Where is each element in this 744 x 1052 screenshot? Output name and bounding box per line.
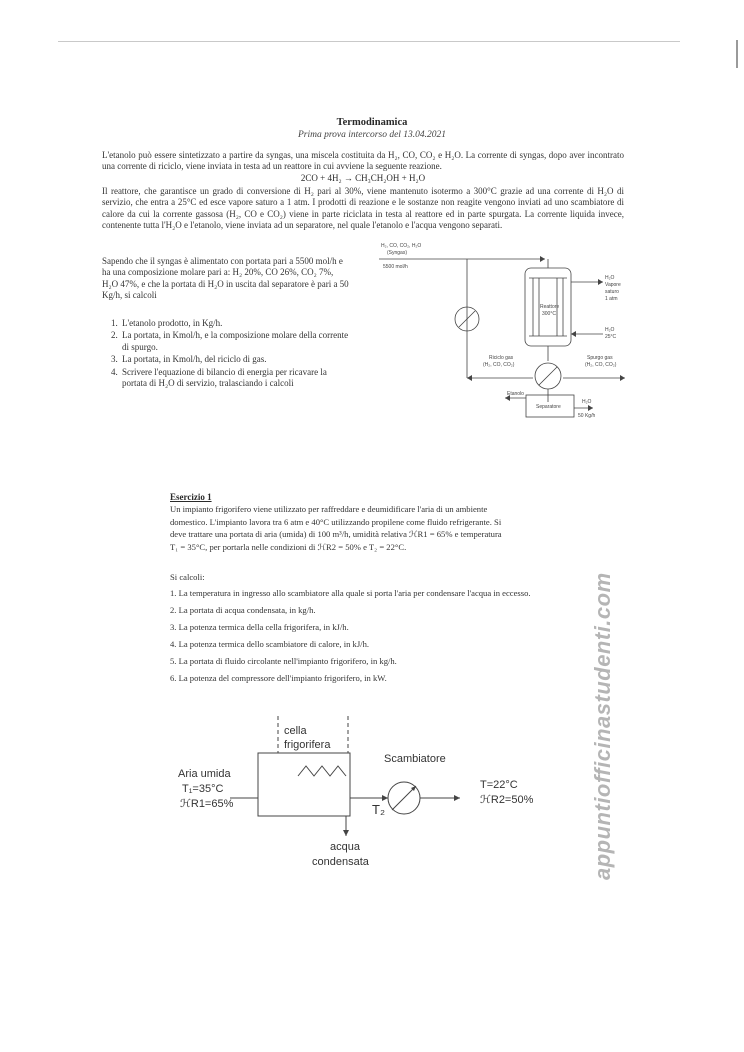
steam-label: 1 atm (605, 296, 618, 302)
cell-label: cella (284, 725, 307, 737)
t2-label: T₂ (372, 802, 385, 817)
water-label: condensata (312, 856, 369, 868)
exercise-questions (170, 588, 540, 690)
refrigeration-diagram (160, 710, 550, 875)
exercise-text-line: T₁ = 35°C, per portarla nelle condizioni di ℋR2 = 50% e T₂ = 22°C. (170, 541, 407, 552)
water-label: acqua (330, 841, 360, 853)
reactor-label: 300°C (542, 311, 556, 317)
problem-intro: L'etanolo può essere sintetizzato a partire da syngas, una miscela costituita da H₂, CO, CO₂ e H₂O. La corrente di syngas, dopo aver incontrato una corrente di riciclo, viene inviata in testa ad un reattore in cui avviene la seguente reazione. (102, 150, 624, 172)
arrow-icon (620, 375, 625, 381)
page-title: Termodinamica (336, 117, 408, 128)
coil (298, 766, 346, 776)
feed-name-label: (Syngas) (387, 250, 408, 256)
problem-body: Il reattore, che garantisce un grado di conversione di H₂ pari al 30%, viene mantenuto isotermo a 300°C grazie ad una corrente di H₂O di servizio, che entra a 25°C ed esce vapore saturo a 1 atm. I prodotti di reazione e le sostanze non reagite vengono inviati ad uno scambiatore di calore da cui la corrente gassosa (H₂, CO e CO₂) viene in parte riciclata in testa al reattore ed in parte spurgata. La corrente liquida invece, contenente tutta l'H₂O e l'etanolo, viene inviata ad un separatore, nel quale l'etanolo e l'acqua vengono separati. (102, 186, 624, 231)
arrow-icon (598, 279, 603, 285)
question-item: 4. Scrivere l'equazione di bilancio di energia per ricavare la portata di H₂O di servizio, tralasciando i calcoli (120, 367, 352, 390)
process-diagram (365, 238, 630, 430)
water-out-label: H₂O (582, 399, 592, 405)
water-out-label: 50 Kg/h (578, 413, 596, 419)
inlet-label: T₁=35°C (182, 783, 224, 795)
cold-cell-box (258, 753, 350, 816)
edge-mark (736, 40, 738, 68)
recycle-label: (H₂, CO, CO₂) (483, 362, 515, 368)
exercise-text (170, 503, 570, 553)
steam-label: H₂O (605, 275, 615, 281)
outlet-label: T=22°C (480, 779, 518, 791)
exercise-title: Esercizio 1 (170, 492, 212, 502)
exercise-question: 4. La potenza termica dello scambiatore di calore, in kJ/h. (170, 639, 370, 649)
exercise-question: 2. La portata di acqua condensata, in kg/h. (170, 605, 316, 615)
calc-intro: Si calcoli: (170, 572, 205, 582)
page-subtitle: Prima prova intercorso del 13.04.2021 (297, 130, 447, 140)
arrow-icon (588, 405, 593, 411)
arrow-icon (343, 830, 349, 836)
exercise-question: 5. La portata di fluido circolante nell'impianto frigorifero, in kg/h. (170, 656, 397, 666)
problem-questions (102, 318, 352, 390)
exchanger-label: Scambiatore (384, 753, 446, 765)
arrow-icon (540, 256, 545, 262)
inlet-label: ℋR1=65% (180, 798, 234, 810)
outlet-label: ℋR2=50% (480, 794, 534, 806)
purge-label: (H₂, CO, CO₂) (585, 362, 617, 368)
water-in-label: H₂O (605, 327, 615, 333)
arrow-icon (382, 795, 388, 801)
reactor-label: Reattore (540, 304, 560, 310)
question-item: 1. L'etanolo prodotto, in Kg/h. (120, 318, 352, 329)
exercise-text-line: deve trattare una portata di aria (umida) di 100 m³/h, umidità relativa ℋR1 = 65% e temperatura (170, 529, 502, 540)
feed-label: H₂, CO, CO₂, H₂O (381, 243, 422, 249)
exercise-text-line: Un impianto frigorifero viene utilizzato per raffreddare e deumidificare l'aria di un ambiente (170, 504, 488, 514)
exercise-question: 3. La potenza termica della cella frigorifera, in kJ/h. (170, 622, 349, 632)
exercise-question: 1. La temperatura in ingresso allo scambiatore alla quale si porta l'aria per condensare l'acqua in eccesso. (170, 588, 531, 598)
ethanol-label: Etanolo (507, 391, 524, 397)
reaction-equation: 2CO + 4H₂ → CH₃CH₂OH + H₂O (300, 173, 426, 183)
problem-data: Sapendo che il syngas è alimentato con portata pari a 5500 mol/h e ha una composizione molare pari a: H₂ 20%, CO 26%, CO₂ 7%, H₂O 47%, e che la portata di H₂O in uscita dal separatore è pari a 50 Kg/h, si calcoli (102, 256, 349, 301)
arrow-icon (454, 795, 460, 801)
exercise-text-line: domestico. L'impianto lavora tra 6 atm e 40°C utilizzando propilene come fluido refrigerante. Si (170, 516, 502, 527)
feed-flow-label: 5500 mol/h (383, 264, 408, 270)
steam-label: saturo (605, 289, 619, 295)
purge-label: Spurgo gas (587, 355, 613, 361)
top-rule (58, 41, 680, 42)
arrow-icon (571, 331, 576, 337)
exercise-question: 6. La potenza del compressore dell'impianto frigorifero, in kW. (170, 673, 387, 683)
water-in-label: 25°C (605, 334, 617, 340)
separator-label: Separatore (536, 404, 561, 410)
question-item: 3. La portata, in Kmol/h, del riciclo di gas. (120, 354, 352, 365)
inlet-label: Aria umida (178, 768, 231, 780)
watermark: appuntiofficinastudenti.com (590, 572, 615, 880)
arrow-icon (467, 375, 472, 381)
recycle-label: Riciclo gas (489, 355, 514, 361)
cell-label: frigorifera (284, 739, 331, 751)
steam-label: Vapore (605, 282, 621, 288)
question-item: 2. La portata, in Kmol/h, e la composizione molare della corrente di spurgo. (120, 330, 352, 353)
